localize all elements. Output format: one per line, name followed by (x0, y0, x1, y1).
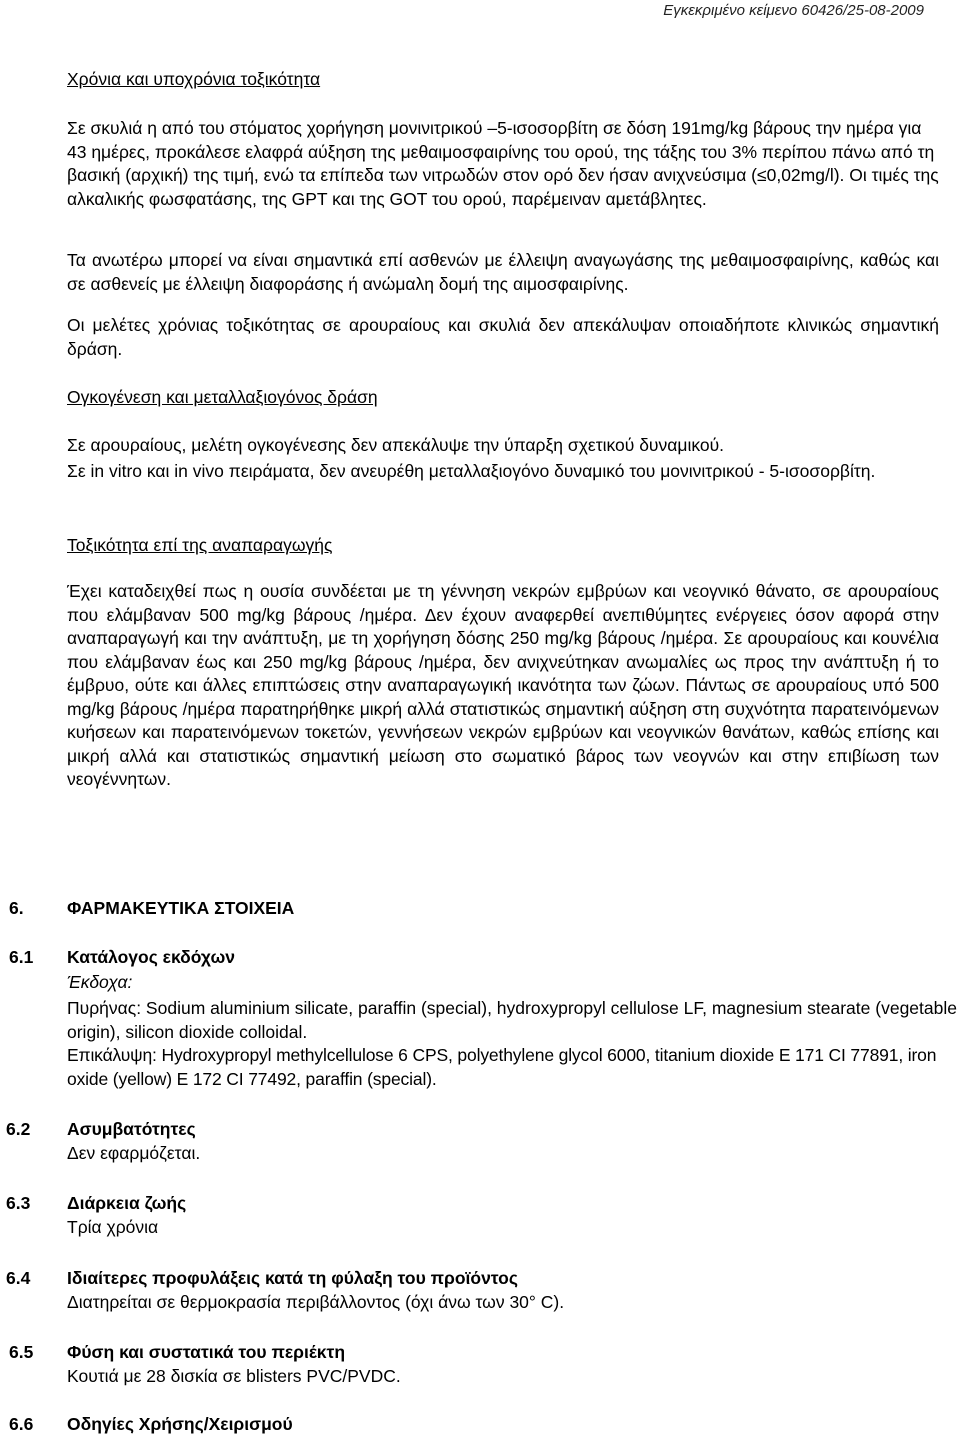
heading-chronic-toxicity: Χρόνια και υποχρόνια τοξικότητα (67, 69, 321, 89)
paragraph-repro: Έχει καταδειχθεί πως η ουσία συνδέεται με τη γέννηση νεκρών εμβρύων και νεογνικό θάνατο, σε αρουραίους που ελάμβαναν 500 mg/kg βάρους /ημέρα. Δεν έχουν αναφερθεί ανεπιθύμητες ενέργειες όσον αφορά στην αναπαραγωγή και την ανάπτυξη, με τη χορήγηση δόσης 250 mg/kg βάρους /ημέρα. Σε αρουραίους και κουνέλια που ελάμβαναν έως και 250 mg/kg βάρους /ημέρα, δεν ανιχνεύτηκαν ανωμαλίες ως προς την ανάπτυξη ή το έμβρυο, ούτε και άλλες επιπτώσεις στην αναπαραγωγική ικανότητα των ζώων. Πάντως σε αρουραίους υπό 500 mg/kg βάρους /ημέρα παρατηρήθηκε μικρή αλλά στατιστικώς σημαντική αύξηση στη συχνότητα παρατεινόμενων κυήσεων και παρατεινόμενων τοκετών, γεννήσεων νεκρών εμβρύων και νεογνικών θανάτων, καθώς επίσης και μικρή αλλά και στατιστικώς σημαντική μείωση στο σωματικό βάρος των νεογνών και στην επιβίωση των νεογέννητων. (67, 581, 939, 789)
section-6-title: ΦΑΡΜΑΚΕΥΤΙΚΑ ΣΤΟΙΧΕΙΑ (67, 898, 295, 918)
document-header: Εγκεκριμένο κείμενο 60426/25-08-2009 (663, 2, 924, 19)
section-6-1-number: 6.1 (9, 947, 34, 967)
section-6-1-title: Κατάλογος εκδόχων (67, 947, 236, 967)
section-6-2-text: Δεν εφαρμόζεται. (67, 1143, 201, 1163)
section-6-number: 6. (9, 898, 24, 918)
paragraph-carcino-1: Σε αρουραίους, μελέτη ογκογένεσης δεν απεκάλυψε την ύπαρξη σχετικού δυναμικού. (67, 435, 725, 455)
section-6-3-title: Διάρκεια ζωής (67, 1193, 187, 1213)
section-6-3-text: Τρία χρόνια (67, 1217, 159, 1237)
paragraph-chronic-2: Τα ανωτέρω μπορεί να είναι σημαντικά επί ασθενών με έλλειψη αναγωγάσης της μεθαιμοσφαιρίνης, καθώς και σε ασθενείς με έλλειψη διαφοράσης ή ανώμαλη δομή της αιμοσφαιρίνης. (67, 250, 939, 294)
excipients-label: Έκδοχα: (67, 972, 133, 992)
section-6-5-title: Φύση και συστατικά του περιέκτη (67, 1342, 346, 1362)
section-6-4-number: 6.4 (6, 1268, 31, 1288)
excipients-coating: Επικάλυψη: Hydroxypropyl methylcellulose 6 CPS, polyethylene glycol 6000, titanium dioxide E 171 CI 77891, iron oxide (yellow) E 172 CI 77492, paraffin (special). (67, 1045, 937, 1089)
excipients-core: Πυρήνας: Sodium aluminium silicate, paraffin (special), hydroxypropyl cellulose LF, magnesium stearate (vegetable origin), silicon dioxide colloidal. (67, 998, 957, 1042)
paragraph-carcino-2: Σε in vitro και in vivo πειράματα, δεν ανευρέθη μεταλλαξιογόνο δυναμικό του μονινιτρικού - 5-ισοσορβίτη. (67, 461, 876, 481)
section-6-2-number: 6.2 (6, 1119, 31, 1139)
paragraph-chronic-1: Σε σκυλιά η από του στόματος χορήγηση μονινιτρικού –5-ισοσορβίτη σε δόση 191mg/kg βάρους την ημέρα για 43 ημέρες, προκάλεσε ελαφρά αύξηση της μεθαιμοσφαιρίνης του ορού, της τάξης του 3% περίπου πάνω από τη βασική (αρχική) της τιμή, ενώ τα επίπεδα των νιτρωδών στον ορό δεν ήσαν ανιχνεύσιμα (≤0,02mg/l). Οι τιμές της αλκαλικής φωσφατάσης, της GPT και της GOT του ορού, παρέμειναν αμετάβλητες. (67, 118, 939, 209)
heading-carcinogenesis: Ογκογένεση και μεταλλαξιογόνος δράση (67, 387, 378, 407)
section-6-5-text: Κουτιά με 28 δισκία σε blisters PVC/PVDC. (67, 1366, 401, 1386)
section-6-5-number: 6.5 (9, 1342, 34, 1362)
section-6-4-title: Ιδιαίτερες προφυλάξεις κατά τη φύλαξη του προϊόντος (67, 1268, 518, 1288)
paragraph-chronic-3: Οι μελέτες χρόνιας τοξικότητας σε αρουραίους και σκυλιά δεν απεκάλυψαν οποιαδήποτε κλινικώς σημαντική δράση. (67, 315, 939, 359)
section-6-2-title: Ασυμβατότητες (67, 1119, 196, 1139)
section-6-4-text: Διατηρείται σε θερμοκρασία περιβάλλοντος (όχι άνω των 30° C). (67, 1292, 565, 1312)
section-6-3-number: 6.3 (6, 1193, 31, 1213)
heading-reproductive-toxicity: Τοξικότητα επί της αναπαραγωγής (67, 535, 333, 555)
section-6-6-title: Οδηγίες Χρήσης/Χειρισμού (67, 1414, 293, 1434)
section-6-6-number: 6.6 (9, 1414, 34, 1434)
